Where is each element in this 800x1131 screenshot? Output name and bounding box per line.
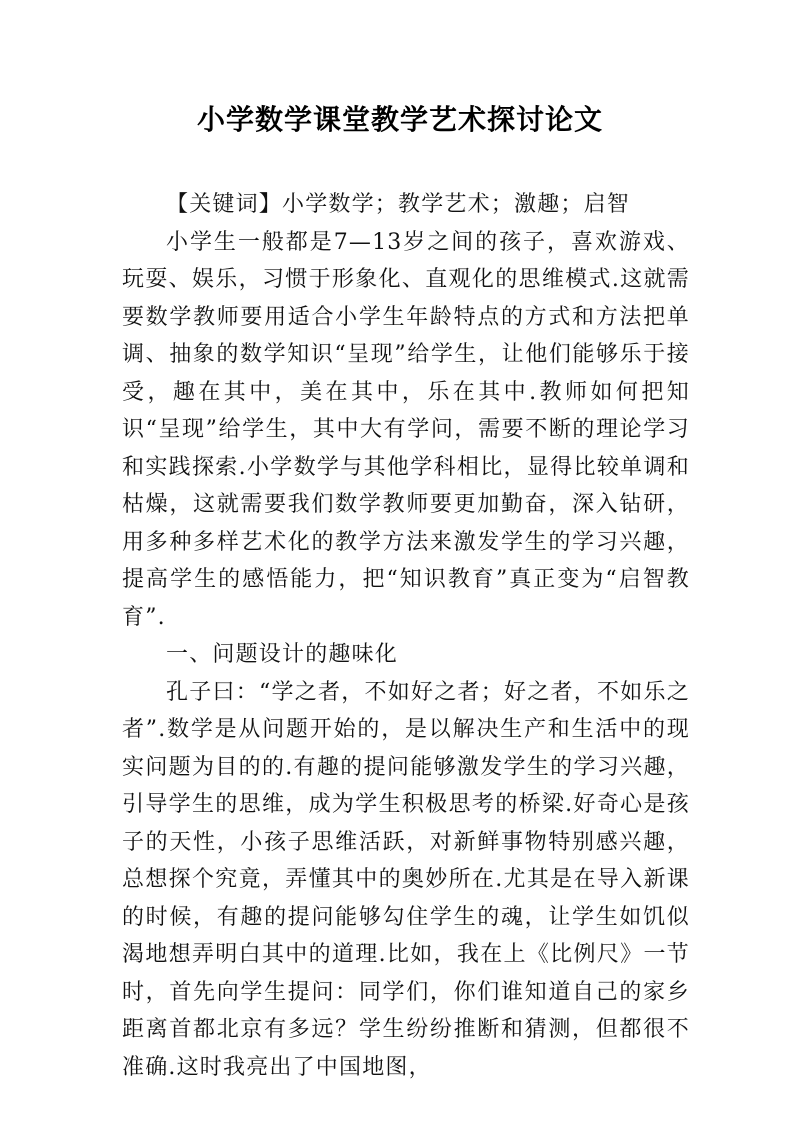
document-body <box>122 186 690 1086</box>
paragraph-section1: 孔子曰：“学之者，不如好之者；好之者，不如乐之者”.数学是从问题开始的，是以解决生产和生活中的现实问题为目的的.有趣的提问能够激发学生的学习兴趣，引导学生的思维，成为学生积极思考的桥梁.好奇心是孩子的天性，小孩子思维活跃，对新鲜事物特别感兴趣，总想探个究竟，弄懂其中的奥妙所在.尤其是在导入新课的时候，有趣的提问能够勾住学生的魂，让学生如饥似渴地想弄明白其中的道理.比如，我在上《比例尺》一节时，首先向学生提问：同学们，你们谁知道自己的家乡距离首都北京有多远？学生纷纷推断和猜测，但都很不准确.这时我亮出了中国地图， <box>122 679 690 1080</box>
keywords-line: 【关键词】小学数学；教学艺术；激趣；启智 <box>166 192 631 217</box>
section-heading: 一、问题设计的趣味化 <box>166 642 399 667</box>
document-title: 小学数学课堂教学艺术探讨论文 <box>196 103 603 136</box>
paragraph-intro: 小学生一般都是7—13岁之间的孩子，喜欢游戏、玩耍、娱乐，习惯于形象化、直观化的思维模式.这就需要数学教师要用适合小学生年龄特点的方式和方法把单调、抽象的数学知识“呈现”给学生，让他们能够乐于接受，趣在其中，美在其中，乐在其中.教师如何把知识“呈现”给学生，其中大有学问，需要不断的理论学习和实践探索.小学数学与其他学科相比，显得比较单调和枯燥，这就需要我们数学教师要更加勤奋，深入钻研，用多种多样艺术化的教学方法来激发学生的学习兴趣，提高学生的感悟能力，把“知识教育”真正变为“启智教育”. <box>122 229 690 630</box>
